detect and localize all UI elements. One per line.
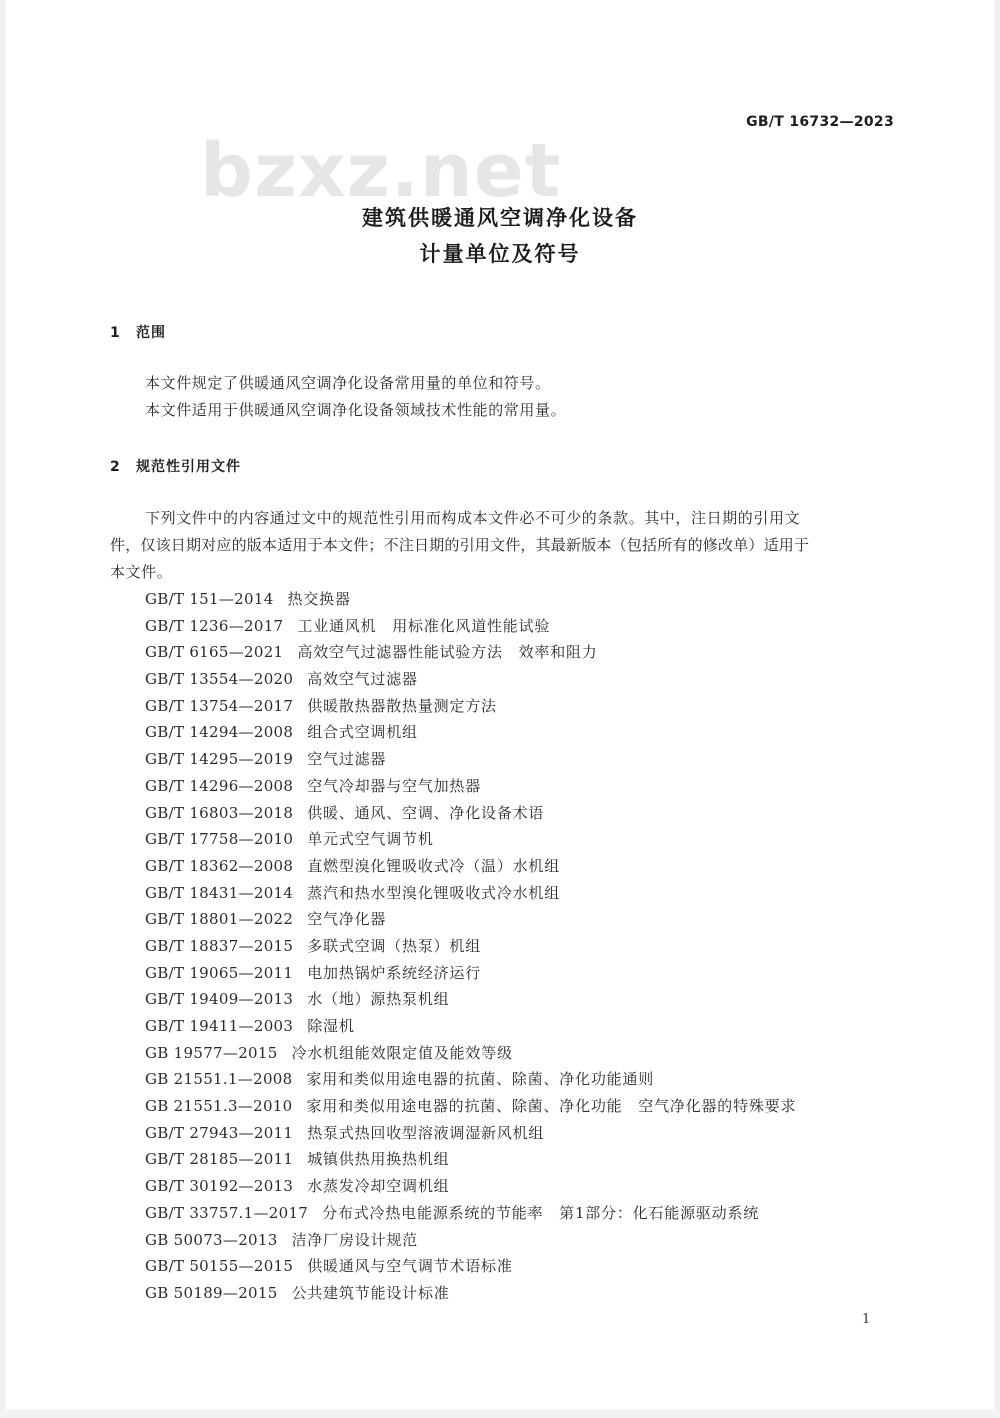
reference-item [145,668,796,695]
reference-item [145,1202,796,1229]
reference-code: GB/T 19065—2011 [145,963,294,982]
reference-item [145,1229,796,1256]
reference-item [145,1015,796,1042]
section-1-paragraph: 本文件规定了供暖通风空调净化设备常用量的单位和符号。 [145,374,551,392]
reference-title: 热泵式热回收型溶液调湿新风机组 [307,1123,545,1142]
reference-title: 高效空气过滤器性能试验方法 效率和阻力 [297,643,598,662]
reference-code: GB/T 19411—2003 [145,1017,294,1035]
reference-code: GB/T 18837—2015 [145,936,294,955]
page-number: 1 [862,1312,871,1327]
reference-title: 城镇供热用换热机组 [307,1150,450,1169]
reference-item [145,855,796,882]
reference-title: 空气冷却器与空气加热器 [307,776,482,795]
reference-title: 洁净厂房设计规范 [291,1230,418,1249]
reference-code: GB/T 6165—2021 [145,643,284,662]
section-2-number: 2 [110,459,121,475]
reference-title: 水蒸发冷却空调机组 [307,1177,450,1196]
reference-code: GB 21551.3—2010 [145,1097,293,1116]
reference-title: 热交换器 [287,590,351,608]
reference-item [145,935,796,962]
reference-code: GB/T 28185—2011 [145,1150,294,1169]
reference-item [145,748,796,775]
reference-title: 工业通风机 用标准化风道性能试验 [297,616,551,635]
reference-title: 分布式冷热电能源系统的节能率 第1部分：化石能源驱动系统 [322,1203,760,1222]
reference-title: 家用和类似用途电器的抗菌、除菌、净化功能通则 [306,1070,655,1089]
reference-title: 供暖、通风、空调、净化设备术语 [307,803,545,822]
reference-title: 高效空气过滤器 [307,670,418,689]
reference-title: 公共建筑节能设计标准 [291,1283,450,1302]
section-2-intro-line: 下列文件中的内容通过文中的规范性引用而构成本文件必不可少的条款。其中，注日期的引用文 [145,509,801,527]
reference-item [145,802,796,829]
reference-title: 水（地）源热泵机组 [307,990,450,1009]
reference-item [145,721,796,748]
watermark: bzxz.net [200,128,562,214]
document-title-line-2: 计量单位及符号 [419,242,581,266]
reference-item [145,908,796,935]
reference-code: GB/T 14294—2008 [145,723,294,742]
reference-item [145,962,796,989]
reference-item [145,641,796,668]
reference-code: GB/T 14295—2019 [145,750,294,769]
reference-title: 空气过滤器 [307,750,387,769]
reference-code: GB 50189—2015 [145,1283,278,1302]
reference-item [145,882,796,909]
reference-item [145,1122,796,1149]
reference-title: 单元式空气调节机 [307,830,434,849]
reference-code: GB/T 14296—2008 [145,776,294,795]
standard-number: GB/T 16732—2023 [746,114,894,130]
reference-title: 直燃型溴化锂吸收式冷（温）水机组 [307,856,561,875]
reference-title: 冷水机组能效限定值及能效等级 [291,1043,513,1062]
reference-title: 除湿机 [307,1017,355,1035]
section-1-title: 范围 [136,325,166,341]
reference-code: GB/T 1236—2017 [145,616,284,635]
reference-item [145,1148,796,1175]
reference-title: 电加热锅炉系统经济运行 [307,963,482,982]
reference-item [145,1095,796,1122]
reference-code: GB/T 18431—2014 [145,883,294,902]
reference-code: GB/T 18362—2008 [145,856,294,875]
reference-code: GB/T 27943—2011 [145,1123,294,1142]
reference-item [145,828,796,855]
section-2-title: 规范性引用文件 [136,459,241,475]
reference-title: 供暖散热器散热量测定方法 [307,696,497,715]
reference-title: 家用和类似用途电器的抗菌、除菌、净化功能 空气净化器的特殊要求 [306,1097,797,1116]
reference-code: GB/T 16803—2018 [145,803,294,822]
reference-code: GB/T 13754—2017 [145,696,294,715]
document-title-line-1: 建筑供暖通风空调净化设备 [362,206,638,230]
reference-item [145,1068,796,1095]
reference-code: GB 50073—2013 [145,1230,278,1249]
reference-code: GB/T 50155—2015 [145,1257,294,1276]
reference-item [145,988,796,1015]
reference-item [145,1042,796,1069]
reference-code: GB/T 17758—2010 [145,830,294,849]
section-2-heading [110,456,241,476]
reference-title: 蒸汽和热水型溴化锂吸收式冷水机组 [307,883,561,902]
reference-title: 多联式空调（热泵）机组 [307,936,482,955]
reference-code: GB 21551.1—2008 [145,1070,293,1089]
reference-code: GB/T 30192—2013 [145,1177,294,1196]
reference-code: GB/T 33757.1—2017 [145,1203,309,1222]
section-1-number: 1 [110,325,121,341]
section-2-intro-line: 件，仅该日期对应的版本适用于本文件；不注日期的引用文件，其最新版本（包括所有的修改单）适用于 [110,536,810,554]
reference-item [145,1255,796,1282]
reference-title: 供暖通风与空气调节术语标准 [307,1257,513,1276]
reference-item [145,588,796,615]
normative-references-list [145,588,796,1309]
reference-title: 组合式空调机组 [307,723,418,742]
reference-code: GB/T 18801—2022 [145,910,294,929]
reference-code: GB/T 151—2014 [145,590,274,608]
reference-item [145,695,796,722]
reference-code: GB/T 19409—2013 [145,990,294,1009]
reference-title: 空气净化器 [307,910,387,929]
reference-item [145,615,796,642]
reference-item [145,1175,796,1202]
reference-code: GB 19577—2015 [145,1043,278,1062]
section-1-paragraph: 本文件适用于供暖通风空调净化设备领域技术性能的常用量。 [145,401,567,419]
reference-code: GB/T 13554—2020 [145,670,294,689]
reference-item [145,1282,796,1309]
section-2-intro-line: 本文件。 [110,563,173,581]
section-1-heading [110,322,166,342]
reference-item [145,775,796,802]
